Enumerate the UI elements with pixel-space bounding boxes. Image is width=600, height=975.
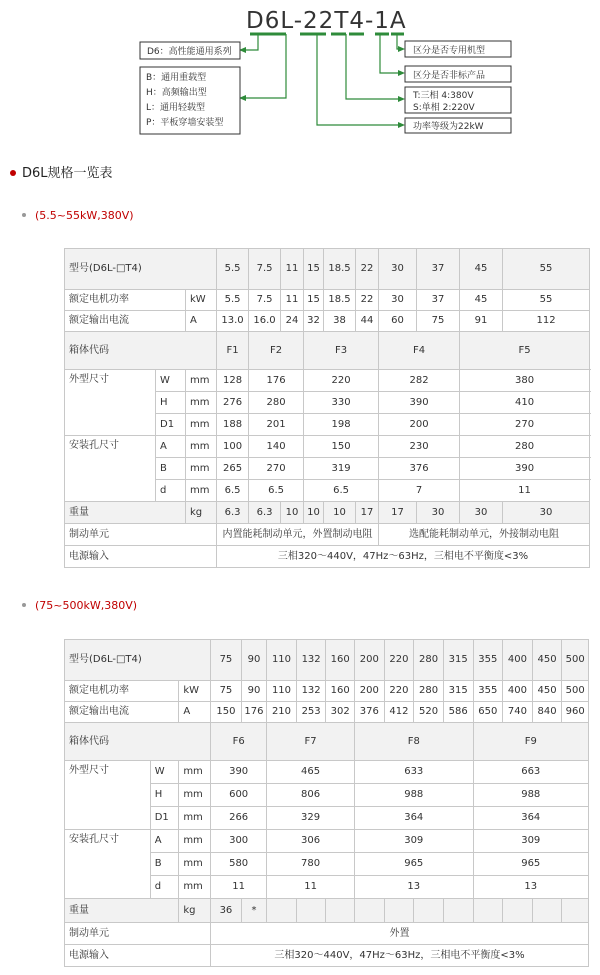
table-cell: 198 xyxy=(304,414,379,436)
table-cell: 90 xyxy=(241,640,266,681)
table-cell: 364 xyxy=(355,807,474,830)
table-cell: 三相320～440V，47Hz～63Hz，三相电不平衡度<3% xyxy=(217,546,590,568)
table-cell: 6.3 xyxy=(217,502,249,524)
table-cell: 11 xyxy=(281,290,304,311)
axis-cell: B xyxy=(156,458,186,480)
table-cell: 315 xyxy=(443,681,473,702)
table-cell xyxy=(326,899,355,923)
table-cell: 110 xyxy=(267,681,297,702)
table-cell xyxy=(296,899,326,923)
table-row xyxy=(65,546,590,568)
table-cell: 280 xyxy=(460,436,590,458)
table-row xyxy=(65,830,589,853)
table-cell: 75 xyxy=(211,681,242,702)
table-cell: 988 xyxy=(473,784,589,807)
table-cell: 150 xyxy=(304,436,379,458)
special-model-desc: 区分是否专用机型 xyxy=(413,46,486,56)
table1-subtitle-row xyxy=(35,209,134,222)
table-cell: 132 xyxy=(296,681,326,702)
table-cell: 176 xyxy=(249,370,304,392)
table-cell: 329 xyxy=(267,807,355,830)
table1-subtitle: (5.5~55kW,380V) xyxy=(35,209,134,222)
table-cell: 6.3 xyxy=(249,502,281,524)
table-cell: 220 xyxy=(304,370,379,392)
table-row xyxy=(65,524,590,546)
table-cell xyxy=(473,899,503,923)
table-cell: 17 xyxy=(356,502,379,524)
row-label: 外型尺寸 xyxy=(65,761,151,830)
series-desc: D6：高性能通用系列 xyxy=(147,47,232,57)
row-label: 重量 xyxy=(65,899,179,923)
connector-lines xyxy=(245,34,400,125)
table-cell: 600 xyxy=(211,784,267,807)
table-row xyxy=(65,923,589,945)
table-cell: 6.5 xyxy=(249,480,304,502)
table-cell: 380 xyxy=(460,370,590,392)
type-desc-l: L：通用轻载型 xyxy=(146,103,206,113)
table-cell: 309 xyxy=(473,830,589,853)
table-cell: 465 xyxy=(267,761,355,784)
table-cell: 633 xyxy=(355,761,474,784)
table-cell: 5.5 xyxy=(217,290,249,311)
power-level-desc: 功率等级为22kW xyxy=(413,122,484,132)
table-cell: 6.5 xyxy=(304,480,379,502)
table-cell xyxy=(267,899,297,923)
table-cell xyxy=(443,899,473,923)
table-cell: 30 xyxy=(417,502,460,524)
table-cell: 740 xyxy=(503,702,533,723)
table-row xyxy=(65,370,590,392)
type-desc-h: H：高频输出型 xyxy=(146,88,207,98)
table-row xyxy=(65,702,589,723)
table-cell: 266 xyxy=(211,807,267,830)
table-row xyxy=(65,436,590,458)
table-cell: 11 xyxy=(281,249,304,290)
table-cell: * xyxy=(241,899,266,923)
model-code-diagram xyxy=(0,0,600,150)
table-cell: 112 xyxy=(503,311,590,332)
table-cell: 17 xyxy=(379,502,417,524)
axis-cell: H xyxy=(156,392,186,414)
table2-subtitle: (75~500kW,380V) xyxy=(35,599,138,612)
table-cell: 18.5 xyxy=(324,290,356,311)
table-cell: 13.0 xyxy=(217,311,249,332)
voltage-desc-single-phase: S:单相 2:220V xyxy=(413,103,475,113)
table-cell: 663 xyxy=(473,761,589,784)
table-cell: 500 xyxy=(562,681,589,702)
table-cell: 11 xyxy=(267,876,355,899)
row-label: 制动单元 xyxy=(65,923,211,945)
table-cell: 253 xyxy=(296,702,326,723)
table-cell: 10 xyxy=(324,502,356,524)
axis-cell: d xyxy=(156,480,186,502)
row-label: 安装孔尺寸 xyxy=(65,830,151,899)
table-cell xyxy=(384,899,414,923)
table-cell: F6 xyxy=(211,723,267,761)
table-row xyxy=(65,332,590,370)
table-cell: 37 xyxy=(417,249,460,290)
type-desc-p: P：平板穿墙安装型 xyxy=(146,118,224,128)
table-cell: 302 xyxy=(326,702,355,723)
table-row xyxy=(65,723,589,761)
table-cell: 32 xyxy=(304,311,324,332)
table-cell: 330 xyxy=(304,392,379,414)
table-cell: 355 xyxy=(473,640,503,681)
table-cell: 24 xyxy=(281,311,304,332)
table-cell: 内置能耗制动单元，外置制动电阻 xyxy=(217,524,379,546)
table-row xyxy=(65,311,590,332)
unit-cell: mm xyxy=(179,876,211,899)
table-cell: 200 xyxy=(355,681,385,702)
table-cell: 55 xyxy=(503,290,590,311)
table-cell: 210 xyxy=(267,702,297,723)
table-cell: 450 xyxy=(532,640,562,681)
table-cell xyxy=(503,899,533,923)
table-cell: 30 xyxy=(379,249,417,290)
table-cell: 75 xyxy=(417,311,460,332)
table-cell: 586 xyxy=(443,702,473,723)
row-label: 额定输出电流 xyxy=(65,702,179,723)
axis-cell: H xyxy=(150,784,179,807)
table-cell: 160 xyxy=(326,640,355,681)
row-label: 额定输出电流 xyxy=(65,311,186,332)
table-cell: 200 xyxy=(355,640,385,681)
table-cell: F3 xyxy=(304,332,379,370)
table-cell: 22 xyxy=(356,249,379,290)
table-row xyxy=(65,899,589,923)
table-cell xyxy=(355,899,385,923)
axis-cell: A xyxy=(156,436,186,458)
table-cell: 650 xyxy=(473,702,503,723)
table-cell: F7 xyxy=(267,723,355,761)
table-cell: 13 xyxy=(355,876,474,899)
table-cell: F2 xyxy=(249,332,304,370)
table-cell: 15 xyxy=(304,249,324,290)
table-row xyxy=(65,502,590,524)
table-cell: 220 xyxy=(384,640,414,681)
table-cell: 90 xyxy=(241,681,266,702)
table-cell: 315 xyxy=(443,640,473,681)
table-cell: 780 xyxy=(267,853,355,876)
table-cell: 45 xyxy=(460,249,503,290)
bullet-icon xyxy=(22,603,26,607)
table-cell: 10 xyxy=(304,502,324,524)
frame-header: 箱体代码 xyxy=(65,723,211,761)
table-cell: 128 xyxy=(217,370,249,392)
table-cell: 160 xyxy=(326,681,355,702)
table-cell: 30 xyxy=(503,502,590,524)
table-cell: 450 xyxy=(532,681,562,702)
model-code: D6L-22T4-1A xyxy=(246,8,407,34)
unit-cell: kW xyxy=(186,290,217,311)
table-cell: 840 xyxy=(532,702,562,723)
table-cell: 13 xyxy=(473,876,589,899)
table-cell: 91 xyxy=(460,311,503,332)
table-cell: 280 xyxy=(249,392,304,414)
row-label: 安装孔尺寸 xyxy=(65,436,156,502)
bullet-icon xyxy=(10,170,16,176)
unit-cell: mm xyxy=(179,784,211,807)
table-cell: 44 xyxy=(356,311,379,332)
table-cell: 410 xyxy=(460,392,590,414)
unit-cell: mm xyxy=(179,830,211,853)
table-cell: 18.5 xyxy=(324,249,356,290)
row-label: 重量 xyxy=(65,502,186,524)
table-cell: 38 xyxy=(324,311,356,332)
table-cell: 60 xyxy=(379,311,417,332)
table-cell: 11 xyxy=(460,480,590,502)
table-cell: 520 xyxy=(414,702,444,723)
table-cell: F5 xyxy=(460,332,590,370)
table-cell xyxy=(532,899,562,923)
table-cell: 355 xyxy=(473,681,503,702)
table-cell: 965 xyxy=(355,853,474,876)
axis-cell: W xyxy=(156,370,186,392)
table-cell: 176 xyxy=(241,702,266,723)
model-header: 型号(D6L-□T4) xyxy=(65,640,211,681)
table-cell: 390 xyxy=(211,761,267,784)
table-cell: 300 xyxy=(211,830,267,853)
table-cell: 960 xyxy=(562,702,589,723)
table-cell: 7.5 xyxy=(249,249,281,290)
table-cell: 110 xyxy=(267,640,297,681)
table-cell: 选配能耗制动单元，外接制动电阻 xyxy=(379,524,590,546)
table-cell: 806 xyxy=(267,784,355,807)
table-row xyxy=(65,945,589,967)
table-cell: 500 xyxy=(562,640,589,681)
axis-cell: D1 xyxy=(156,414,186,436)
table-cell: 三相320～440V，47Hz～63Hz，三相电不平衡度<3% xyxy=(211,945,589,967)
table-cell: 30 xyxy=(379,290,417,311)
unit-cell: mm xyxy=(186,458,217,480)
unit-cell: mm xyxy=(186,392,217,414)
table-cell: 22 xyxy=(356,290,379,311)
unit-cell: mm xyxy=(186,480,217,502)
table-cell: 7 xyxy=(379,480,460,502)
table-cell: 5.5 xyxy=(217,249,249,290)
table-cell: 390 xyxy=(379,392,460,414)
table-cell: 412 xyxy=(384,702,414,723)
voltage-desc-three-phase: T:三相 4:380V xyxy=(413,91,474,101)
table-cell: 201 xyxy=(249,414,304,436)
type-desc-b: B：通用重载型 xyxy=(146,73,207,83)
unit-cell: kg xyxy=(186,502,217,524)
table-cell: 6.5 xyxy=(217,480,249,502)
table-cell: 132 xyxy=(296,640,326,681)
table-cell xyxy=(414,899,444,923)
axis-cell: B xyxy=(150,853,179,876)
table-cell: 376 xyxy=(355,702,385,723)
table-row xyxy=(65,290,590,311)
unit-cell: A xyxy=(186,311,217,332)
table-cell: 140 xyxy=(249,436,304,458)
table-cell: 100 xyxy=(217,436,249,458)
table-cell: 988 xyxy=(355,784,474,807)
table-row xyxy=(65,681,589,702)
table-cell: 400 xyxy=(503,640,533,681)
unit-cell: A xyxy=(179,702,211,723)
spec-table-1 xyxy=(64,248,590,568)
unit-cell: kW xyxy=(179,681,211,702)
table-cell: 36 xyxy=(211,899,242,923)
table-cell: 230 xyxy=(379,436,460,458)
table-cell: 200 xyxy=(379,414,460,436)
table-cell: 55 xyxy=(503,249,590,290)
model-header: 型号(D6L-□T4) xyxy=(65,249,217,290)
table-cell: 15 xyxy=(304,290,324,311)
table-row xyxy=(65,640,589,681)
table-row xyxy=(65,761,589,784)
row-label: 外型尺寸 xyxy=(65,370,156,436)
table-cell: 220 xyxy=(384,681,414,702)
row-label: 额定电机功率 xyxy=(65,681,179,702)
table-cell: F4 xyxy=(379,332,460,370)
frame-header: 箱体代码 xyxy=(65,332,217,370)
unit-cell: kg xyxy=(179,899,211,923)
table-cell: 376 xyxy=(379,458,460,480)
table-cell: 75 xyxy=(211,640,242,681)
table-cell: 280 xyxy=(414,640,444,681)
table-cell: 390 xyxy=(460,458,590,480)
table-cell: 37 xyxy=(417,290,460,311)
table-cell: 188 xyxy=(217,414,249,436)
table-cell: 11 xyxy=(211,876,267,899)
axis-cell: D1 xyxy=(150,807,179,830)
table-cell: F9 xyxy=(473,723,589,761)
row-label: 制动单元 xyxy=(65,524,217,546)
unit-cell: mm xyxy=(186,370,217,392)
unit-cell: mm xyxy=(179,761,211,784)
table-cell: 270 xyxy=(460,414,590,436)
table-cell: 282 xyxy=(379,370,460,392)
table-cell: 30 xyxy=(460,502,503,524)
table-cell: F8 xyxy=(355,723,474,761)
unit-cell: mm xyxy=(179,853,211,876)
table-cell: 16.0 xyxy=(249,311,281,332)
table-cell: 265 xyxy=(217,458,249,480)
table-cell xyxy=(562,899,589,923)
table-cell: 580 xyxy=(211,853,267,876)
table-cell: 270 xyxy=(249,458,304,480)
table-cell: F1 xyxy=(217,332,249,370)
table-cell: 150 xyxy=(211,702,242,723)
row-label: 电源输入 xyxy=(65,945,211,967)
axis-cell: W xyxy=(150,761,179,784)
axis-cell: A xyxy=(150,830,179,853)
unit-cell: mm xyxy=(179,807,211,830)
table-cell: 外置 xyxy=(211,923,589,945)
table-cell: 306 xyxy=(267,830,355,853)
row-label: 电源输入 xyxy=(65,546,217,568)
unit-cell: mm xyxy=(186,436,217,458)
table-cell: 965 xyxy=(473,853,589,876)
table2-subtitle-row xyxy=(35,599,137,612)
table-cell: 319 xyxy=(304,458,379,480)
section-title: D6L规格一览表 xyxy=(22,166,113,181)
row-label: 额定电机功率 xyxy=(65,290,186,311)
unit-cell: mm xyxy=(186,414,217,436)
table-cell: 400 xyxy=(503,681,533,702)
table-cell: 280 xyxy=(414,681,444,702)
table-cell: 45 xyxy=(460,290,503,311)
table-row xyxy=(65,249,590,290)
nonstandard-desc: 区分是否非标产品 xyxy=(413,71,486,81)
spec-table-2 xyxy=(64,639,589,967)
table-cell: 276 xyxy=(217,392,249,414)
table-cell: 10 xyxy=(281,502,304,524)
table-cell: 7.5 xyxy=(249,290,281,311)
table-cell: 309 xyxy=(355,830,474,853)
bullet-icon xyxy=(22,213,26,217)
table-cell: 364 xyxy=(473,807,589,830)
axis-cell: d xyxy=(150,876,179,899)
